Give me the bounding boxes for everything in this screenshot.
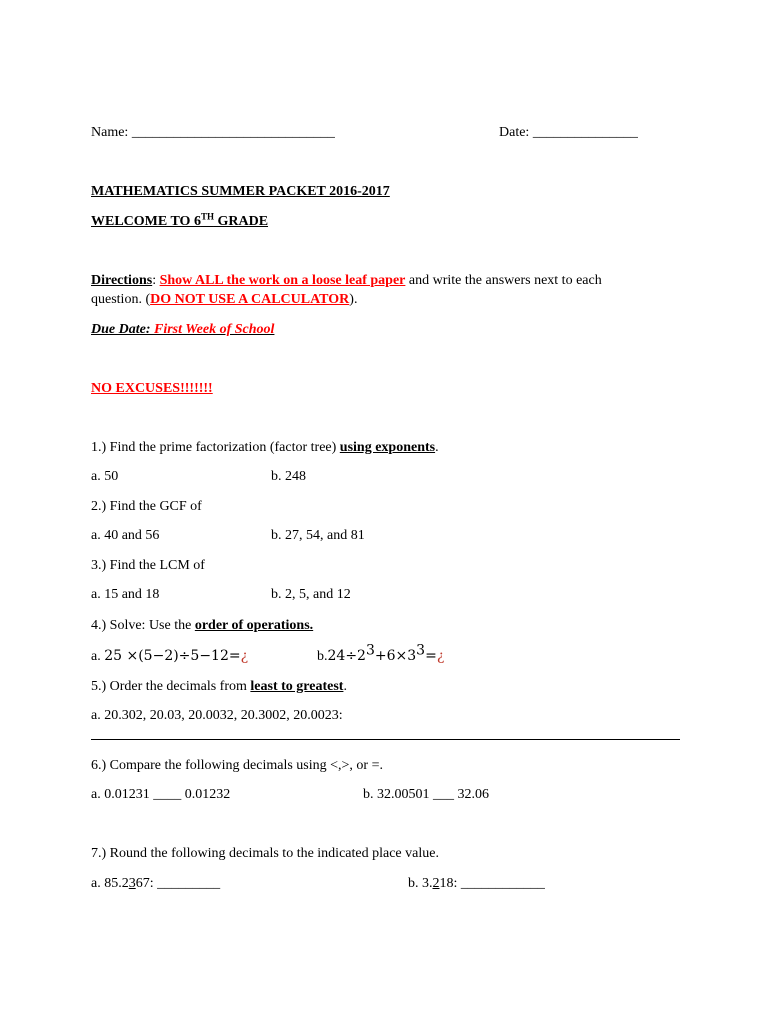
q3-part-b: b. 2, 5, and 12 bbox=[271, 587, 351, 602]
q5-text: 5.) Order the decimals from bbox=[91, 679, 251, 694]
packet-title: MATHEMATICS SUMMER PACKET 2016-2017 bbox=[91, 184, 390, 199]
q7-a-post: 67: _________ bbox=[135, 876, 221, 891]
q5-part-a: a. 20.302, 20.03, 20.0032, 20.3002, 20.0023: bbox=[91, 708, 343, 723]
q4-emphasis: order of operations. bbox=[194, 618, 314, 633]
welcome-sup: TH bbox=[200, 211, 214, 222]
q1-part-b: b. 248 bbox=[271, 469, 306, 484]
q4-b-prefix: b. bbox=[317, 649, 328, 664]
date-label: Date: bbox=[499, 125, 530, 140]
directions-label: Directions bbox=[91, 273, 153, 288]
q4-text: 4.) Solve: Use the bbox=[91, 618, 195, 633]
q4-a-prefix: a. bbox=[91, 649, 105, 664]
due-date bbox=[91, 321, 274, 339]
q4-b-expr-1: 24÷2 bbox=[327, 648, 366, 664]
no-excuses: NO EXCUSES!!!!!!! bbox=[91, 381, 213, 396]
name-line[interactable] bbox=[91, 124, 335, 142]
q4-a-qmark: ¿ bbox=[240, 648, 249, 664]
q7-b-pre: b. 3. bbox=[408, 876, 433, 891]
name-blank[interactable]: _____________________________ bbox=[131, 125, 335, 140]
q1-end: . bbox=[435, 440, 439, 455]
directions-line-2 bbox=[91, 291, 357, 309]
due-date-value: First Week of School bbox=[154, 322, 275, 337]
due-date-label: Due Date: bbox=[91, 322, 151, 337]
q4-b-expr-3: = bbox=[425, 648, 437, 664]
question-1 bbox=[91, 439, 439, 457]
q6-part-a: a. 0.01231 ____ 0.01232 bbox=[91, 787, 231, 802]
question-6: 6.) Compare the following decimals using <,>, or =. bbox=[91, 758, 383, 773]
q7-b-post: 18: ____________ bbox=[439, 876, 545, 891]
q1-emphasis: using exponents bbox=[339, 440, 436, 455]
question-7: 7.) Round the following decimals to the indicated place value. bbox=[91, 846, 439, 861]
q2-part-b: b. 27, 54, and 81 bbox=[271, 528, 365, 543]
q6-part-b: b. 32.00501 ___ 32.06 bbox=[363, 787, 489, 802]
directions-line2-prefix: question. ( bbox=[91, 292, 151, 307]
q5-answer-line[interactable] bbox=[91, 739, 680, 740]
name-label: Name: bbox=[91, 125, 129, 140]
welcome-heading bbox=[91, 213, 268, 231]
directions-rest: and write the answers next to each bbox=[405, 273, 602, 288]
q7-part-a bbox=[91, 875, 220, 893]
q4-b-sup-1: 3 bbox=[365, 642, 375, 659]
directions-colon: : bbox=[152, 273, 160, 288]
question-3: 3.) Find the LCM of bbox=[91, 558, 205, 573]
question-4 bbox=[91, 617, 313, 635]
q4-part-b bbox=[317, 642, 445, 666]
q2-part-a: a. 40 and 56 bbox=[91, 528, 160, 543]
no-calculator-text: DO NOT USE A CALCULATOR bbox=[150, 292, 350, 307]
q5-end: . bbox=[343, 679, 347, 694]
q7-a-pre: a. 85.2 bbox=[91, 876, 129, 891]
q7-b-underlined-digit: 2 bbox=[432, 876, 440, 891]
q4-b-expr-2: +6×3 bbox=[374, 648, 417, 664]
welcome-suffix: GRADE bbox=[213, 214, 269, 229]
q4-b-qmark: ¿ bbox=[436, 648, 445, 664]
directions-emphasis: Show ALL the work on a loose leaf paper bbox=[159, 273, 406, 288]
q4-b-sup-2: 3 bbox=[416, 642, 426, 659]
question-2: 2.) Find the GCF of bbox=[91, 499, 202, 514]
q7-part-b bbox=[408, 875, 545, 893]
directions-line-1 bbox=[91, 272, 602, 290]
q7-a-underlined-digit: 3 bbox=[128, 876, 136, 891]
date-blank[interactable]: _______________ bbox=[532, 125, 638, 140]
q1-part-a: a. 50 bbox=[91, 469, 119, 484]
welcome-prefix: WELCOME TO 6 bbox=[91, 214, 201, 229]
q1-text: 1.) Find the prime factorization (factor tree) bbox=[91, 440, 340, 455]
q3-part-a: a. 15 and 18 bbox=[91, 587, 160, 602]
q5-emphasis: least to greatest bbox=[250, 679, 344, 694]
date-line[interactable] bbox=[499, 124, 638, 142]
q4-part-a bbox=[91, 647, 248, 666]
directions-line2-suffix: ). bbox=[349, 292, 358, 307]
question-5 bbox=[91, 678, 347, 696]
q4-a-expression: 25 ×(5−2)÷5−12= bbox=[104, 648, 241, 664]
